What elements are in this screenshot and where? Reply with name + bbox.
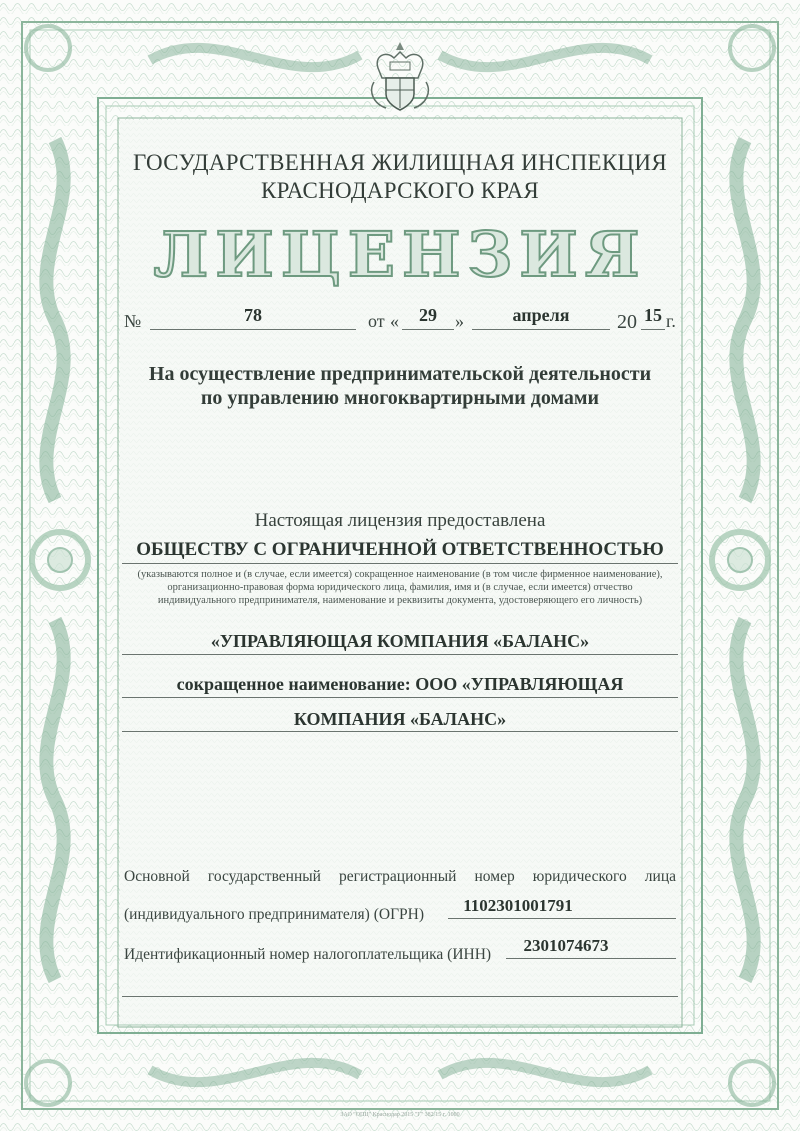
issuing-authority-line2: КРАСНОДАРСКОГО КРАЯ xyxy=(260,178,540,203)
organization-name: «УПРАВЛЯЮЩАЯ КОМПАНИЯ «БАЛАНС» xyxy=(210,631,590,651)
license-purpose-line1: На осуществление предпринимательской деятельности xyxy=(148,363,652,385)
year-suffix: 15 xyxy=(644,305,662,325)
printer-imprint: ЗАО "ОПЦ" Краснодар 2015 "Г" 382/15 г. 1000 xyxy=(340,1112,460,1118)
ogrn-value: 1102301001791 xyxy=(463,896,573,915)
issue-day: 29 xyxy=(419,305,437,325)
license-number: 78 xyxy=(244,305,262,325)
short-name-line2: КОМПАНИЯ «БАЛАНС» xyxy=(293,709,507,729)
ogrn-label-line2: (индивидуального предпринимателя) (ОГРН) xyxy=(124,906,425,923)
day-quote-close: » xyxy=(455,311,464,331)
issue-month: апреля xyxy=(512,305,570,325)
number-sign: № xyxy=(124,311,142,331)
field-instruction-hint: (указываются полное и (в случае, если имеется) сокращенное наименование (в том числе фирменное наименование), организационно-правовая форма юридического лица, фамилия, имя и (в случае, если имеется) отчество индивидуального предпринимателя, наименование и реквизиты документа, удостоверяющего его личность) xyxy=(137,569,663,606)
issuing-authority-line1: ГОСУДАРСТВЕННАЯ ЖИЛИЩНАЯ ИНСПЕКЦИЯ xyxy=(133,150,667,175)
month-underline xyxy=(472,329,610,330)
ogrn-underline xyxy=(448,918,676,919)
ogrn-label-line1: Основной государственный регистрационный номер юридического лица xyxy=(124,868,676,885)
coat-of-arms-emblem xyxy=(364,38,436,116)
blank-line xyxy=(122,996,678,997)
year-underline xyxy=(641,329,665,330)
number-underline xyxy=(150,329,356,330)
license-purpose-line2: по управлению многоквартирными домами xyxy=(200,387,600,409)
short-name-line1: сокращенное наименование: ООО «УПРАВЛЯЮЩАЯ xyxy=(176,674,624,694)
organization-form: ОБЩЕСТВУ С ОГРАНИЧЕННОЙ ОТВЕТСТВЕННОСТЬЮ xyxy=(136,539,664,560)
document-title: ЛИЦЕНЗИЯ xyxy=(153,218,647,291)
year-prefix: 20 xyxy=(617,311,637,333)
org-name-underline xyxy=(122,654,678,655)
org-form-underline xyxy=(122,563,678,564)
inn-value: 2301074673 xyxy=(523,936,609,955)
day-underline xyxy=(402,329,454,330)
granted-to-intro: Настоящая лицензия предоставлена xyxy=(254,510,546,531)
date-from-label: от xyxy=(368,311,385,331)
inn-label: Идентификационный номер налогоплательщика (ИНН) xyxy=(124,946,492,963)
year-label: г. xyxy=(666,311,676,331)
inn-underline xyxy=(506,958,676,959)
short-name-underline1 xyxy=(122,697,678,698)
short-name-underline2 xyxy=(122,731,678,732)
day-quote-open: « xyxy=(390,311,399,331)
